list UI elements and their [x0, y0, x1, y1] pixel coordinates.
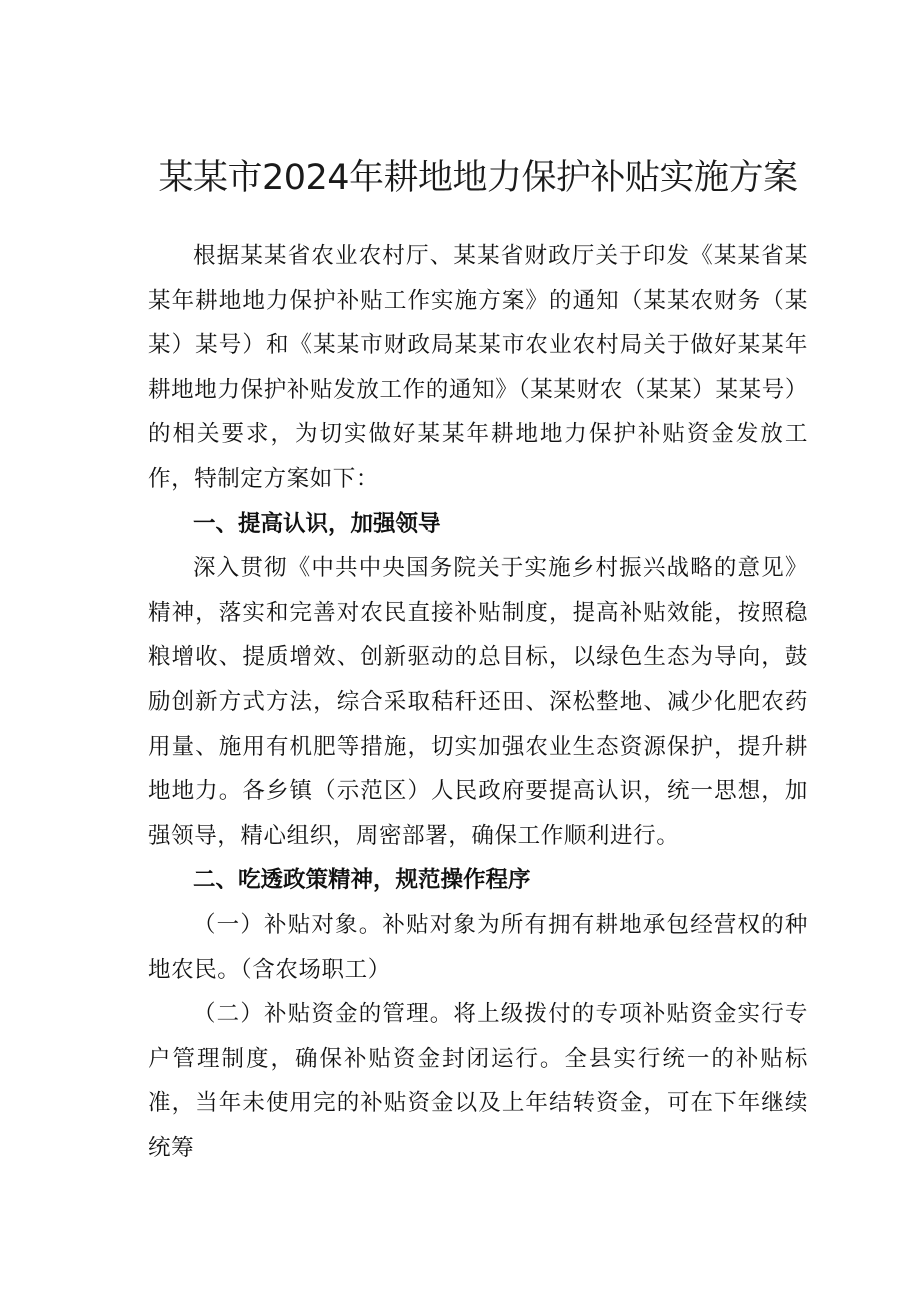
- document-title: 某某市2024年耕地地力保护补贴实施方案: [158, 158, 798, 198]
- section-2-item-2: （二）补贴资金的管理。将上级拨付的专项补贴资金实行专户管理制度，确保补贴资金封闭运行。全县实行统一的补贴标准，当年未使用完的补贴资金以及上年结转资金，可在下年继续统筹: [148, 1001, 808, 1161]
- intro-paragraph: 根据某某省农业农村厅、某某省财政厅关于印发《某某省某某年耕地地力保护补贴工作实施方案》的通知（某某农财务（某某）某号）和《某某市财政局某某市农业农村局关于做好某某年耕地地力保护补贴发放工作的通知》（某某财农（某某）某某号）的相关要求，为切实做好某某年耕地地力保护补贴资金发放工作，特制定方案如下：: [148, 243, 808, 492]
- section-2-item-1: （一）补贴对象。补贴对象为所有拥有耕地承包经营权的种地农民。（含农场职工）: [148, 911, 808, 983]
- section-heading-1: 一、提高认识，加强领导: [193, 510, 441, 537]
- document-page: [148, 150, 808, 1170]
- section-heading-2: 二、吃透政策精神，规范操作程序: [193, 867, 531, 894]
- section-1-paragraph: 深入贯彻《中共中央国务院关于实施乡村振兴战略的意见》精神，落实和完善对农民直接补贴制度，提高补贴效能，按照稳粮增收、提质增效、创新驱动的总目标，以绿色生态为导向，鼓励创新方式方法，综合采取秸秆还田、深松整地、减少化肥农药用量、施用有机肥等措施，切实加强农业生态资源保护，提升耕地地力。各乡镇（示范区）人民政府要提高认识，统一思想，加强领导，精心组织，周密部署，确保工作顺利进行。: [148, 555, 808, 849]
- document-body: [148, 234, 808, 1170]
